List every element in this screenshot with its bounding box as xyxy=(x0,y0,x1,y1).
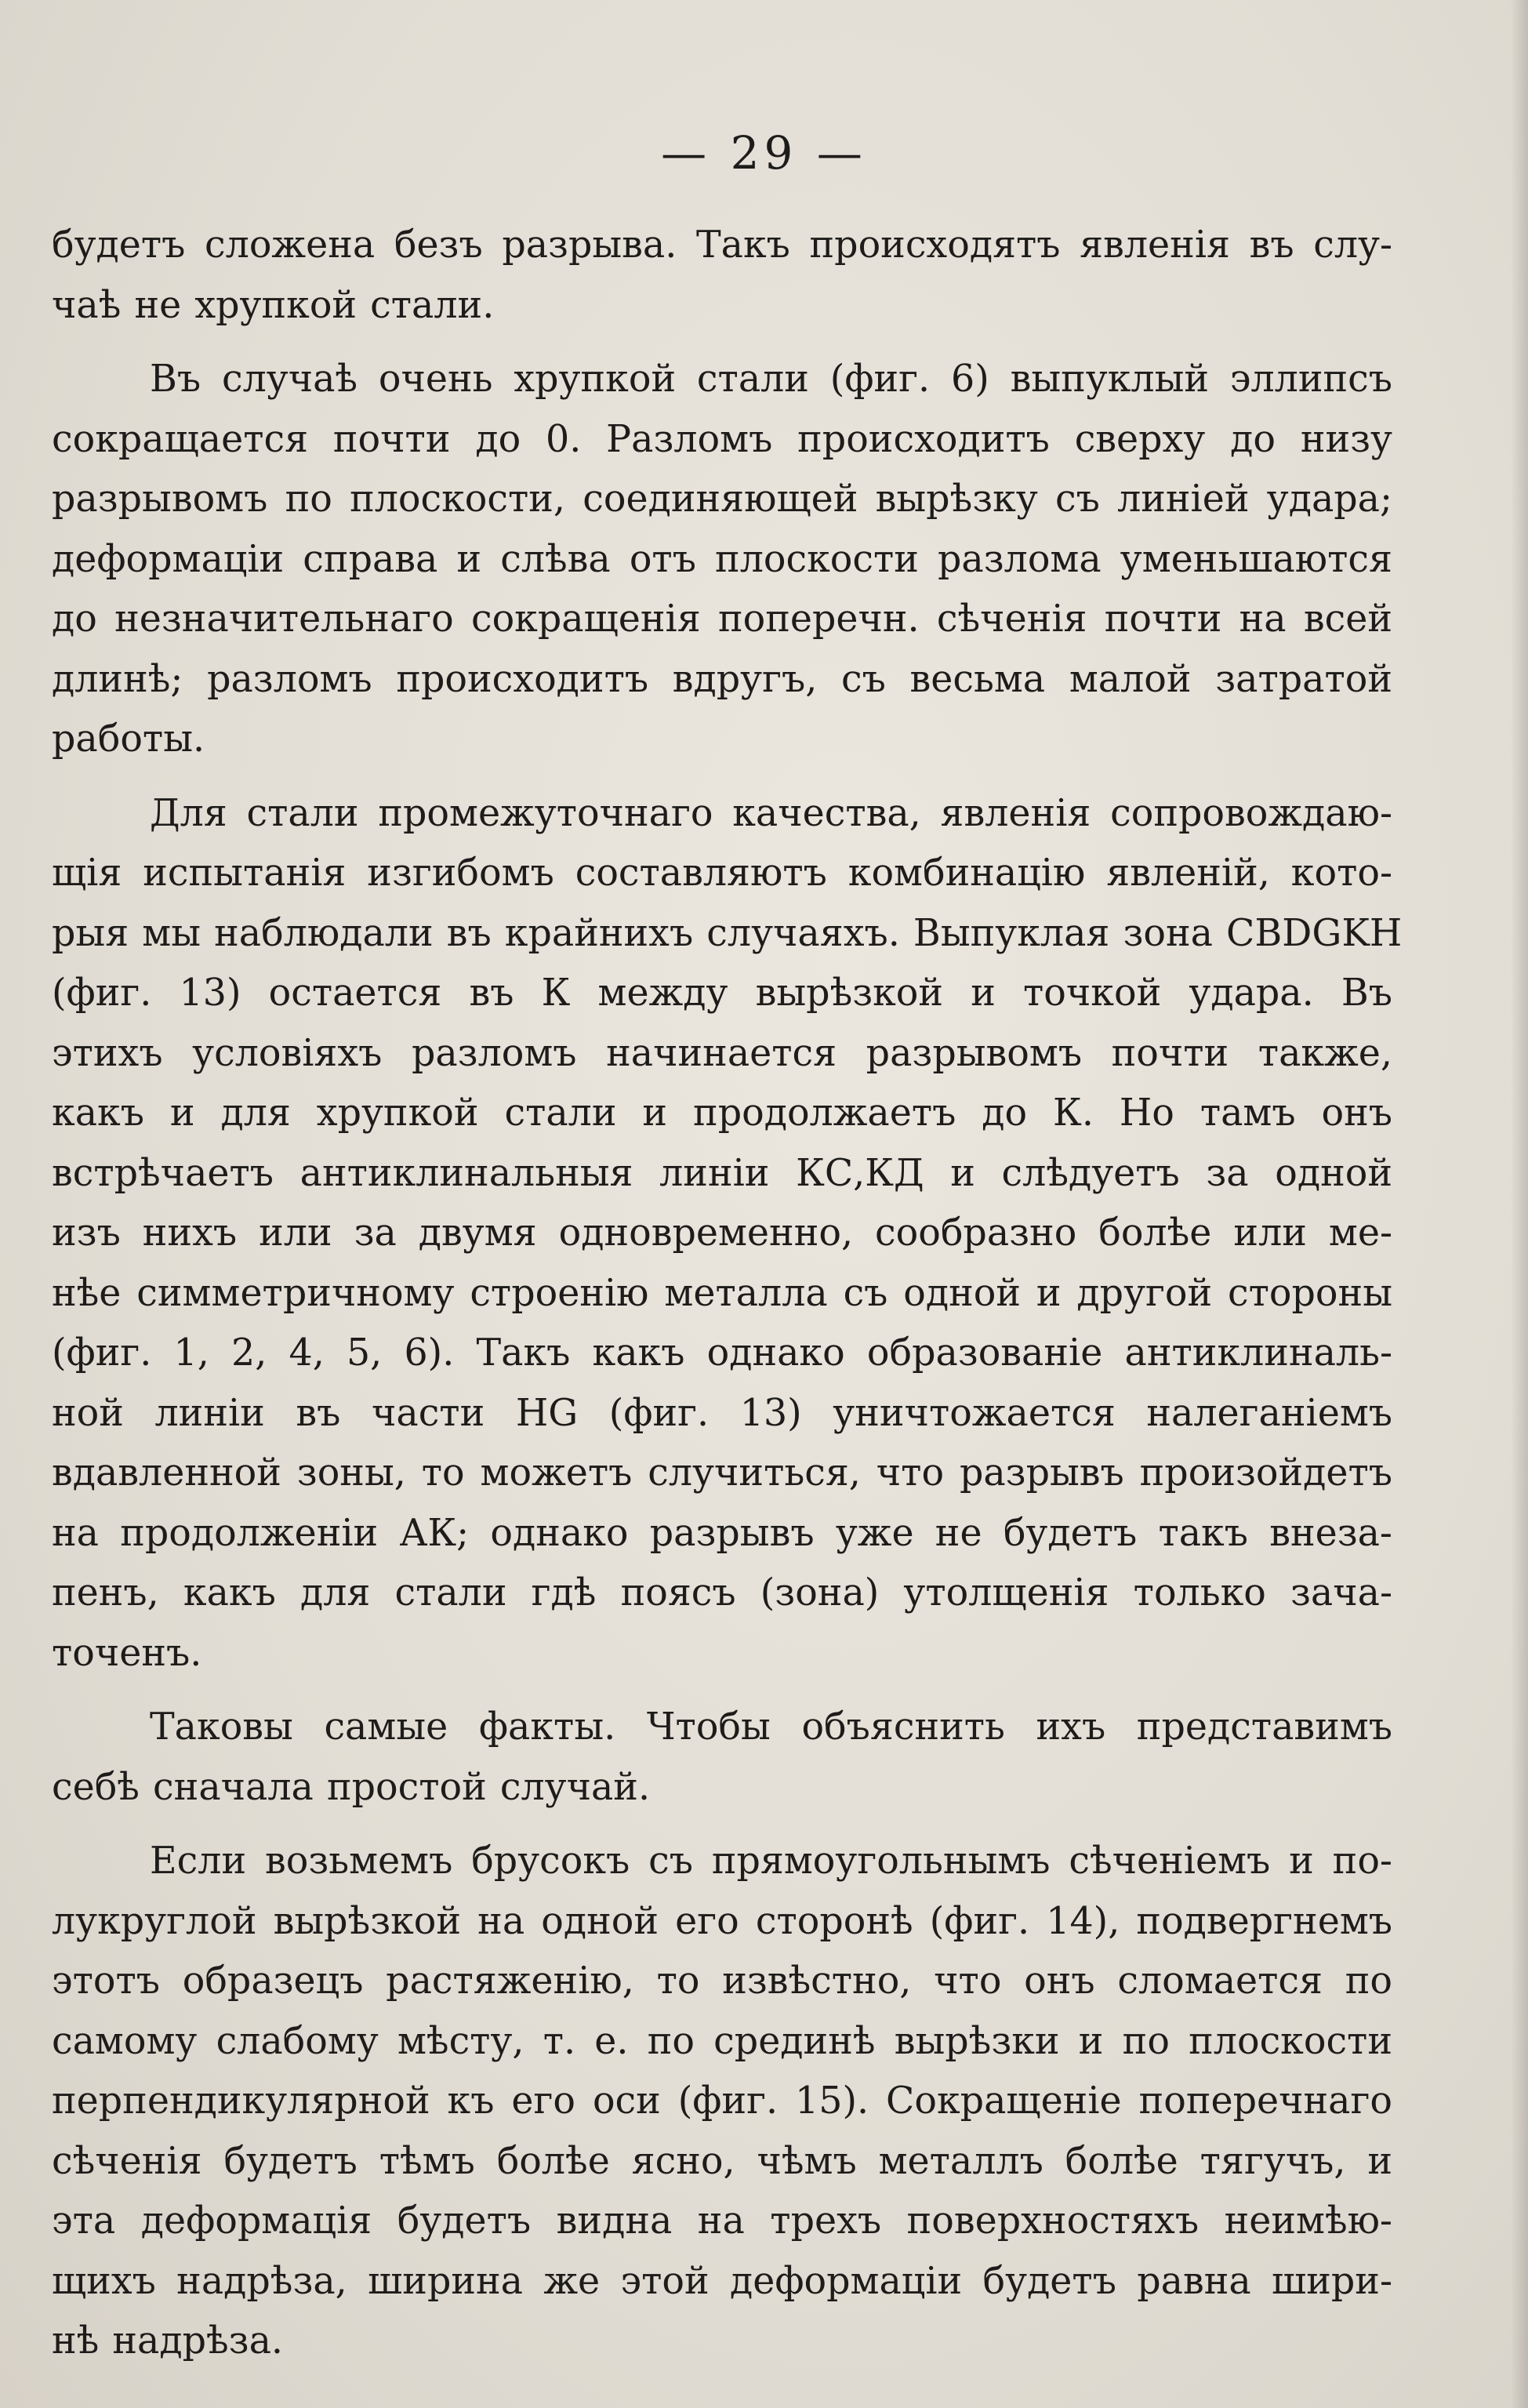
text-line: ной линіи въ части HG (фиг. 13) уничтожается налеганіемъ xyxy=(52,1391,1392,1435)
text-line: чаѣ не хрупкой стали. xyxy=(52,283,495,327)
text-line: Таковы самые факты. Чтобы объяснить ихъ представимъ xyxy=(150,1705,1392,1749)
text-line: самому слабому мѣсту, т. е. по срединѣ вырѣзки и по плоскости xyxy=(52,2019,1392,2063)
text-line: сѣченія будетъ тѣмъ болѣе ясно, чѣмъ металлъ болѣе тягучъ, и xyxy=(52,2139,1392,2183)
text-line: себѣ сначала простой случай. xyxy=(52,1765,651,1809)
text-line: нѣе симметричному строенію металла съ одной и другой стороны xyxy=(52,1271,1392,1315)
text-line: перпендикулярной къ его оси (фиг. 15). Сокращеніе поперечнаго xyxy=(52,2079,1392,2123)
text-line: вдавленной зоны, то можетъ случиться, что разрывъ произойдетъ xyxy=(52,1451,1392,1495)
text-line: Если возьмемъ брусокъ съ прямоугольнымъ сѣченіемъ и по- xyxy=(150,1840,1392,1883)
text-line: нѣ надрѣза. xyxy=(52,2319,284,2363)
text-line: рыя мы наблюдали въ крайнихъ случаяхъ. Выпуклая зона CBDGKH xyxy=(52,911,1403,955)
paragraph xyxy=(52,350,1392,770)
text-line: лукруглой вырѣзкой на одной его сторонѣ (фиг. 14), подвергнемъ xyxy=(52,1899,1392,1943)
text-line: длинѣ; разломъ происходитъ вдругъ, съ весьма малой затратой xyxy=(52,657,1392,701)
text-line: эта деформація будетъ видна на трехъ поверхностяхъ неимѣю- xyxy=(52,2199,1392,2243)
page-edge-shadow xyxy=(1511,0,1528,2408)
text-line: этотъ образецъ растяженію, то извѣстно, что онъ сломается по xyxy=(52,1959,1392,2003)
text-line: до незначительнаго сокращенія поперечн. сѣченія почти на всей xyxy=(52,597,1392,641)
text-line: деформаціи справа и слѣва отъ плоскости разлома уменьшаются xyxy=(52,537,1392,581)
paragraph xyxy=(52,1698,1392,1818)
text-line: сокращается почти до 0. Разломъ происходитъ сверху до низу xyxy=(52,417,1392,461)
body-text xyxy=(52,216,1403,2372)
paragraph xyxy=(52,784,1403,1684)
paragraph xyxy=(52,1832,1392,2372)
text-line: точенъ. xyxy=(52,1631,202,1675)
text-line: работы. xyxy=(52,717,205,761)
paragraph xyxy=(52,216,1392,336)
text-line: (фиг. 13) остается въ К между вырѣзкой и точкой удара. Въ xyxy=(52,972,1392,1015)
text-line: Въ случаѣ очень хрупкой стали (фиг. 6) выпуклый эллипсъ xyxy=(150,358,1392,401)
text-line: изъ нихъ или за двумя одновременно, сообразно болѣе или ме- xyxy=(52,1211,1392,1255)
text-line: на продолженіи АК; однако разрывъ уже не будетъ такъ внеза- xyxy=(52,1511,1392,1555)
text-line: этихъ условіяхъ разломъ начинается разрывомъ почти также, xyxy=(52,1031,1392,1075)
text-line: щія испытанія изгибомъ составляютъ комбинацію явленій, кото- xyxy=(52,852,1392,895)
text-line: какъ и для хрупкой стали и продолжаетъ до К. Но тамъ онъ xyxy=(52,1091,1392,1135)
page-number: — 29 — xyxy=(661,126,867,180)
text-line: пенъ, какъ для стали гдѣ поясъ (зона) утолщенія только зача- xyxy=(52,1571,1392,1614)
text-line: встрѣчаетъ антиклинальныя линіи КС,КД и слѣдуетъ за одной xyxy=(52,1151,1392,1195)
text-line: разрывомъ по плоскости, соединяющей вырѣзку съ линіей удара; xyxy=(52,478,1392,521)
text-line: щихъ надрѣза, ширина же этой деформаціи будетъ равна шири- xyxy=(52,2259,1392,2303)
text-line: будетъ сложена безъ разрыва. Такъ происходятъ явленія въ слу- xyxy=(52,223,1392,267)
text-line: Для стали промежуточнаго качества, явленія сопровождаю- xyxy=(150,791,1392,835)
text-line: (фиг. 1, 2, 4, 5, 6). Такъ какъ однако образованіе антиклиналь- xyxy=(52,1331,1392,1375)
